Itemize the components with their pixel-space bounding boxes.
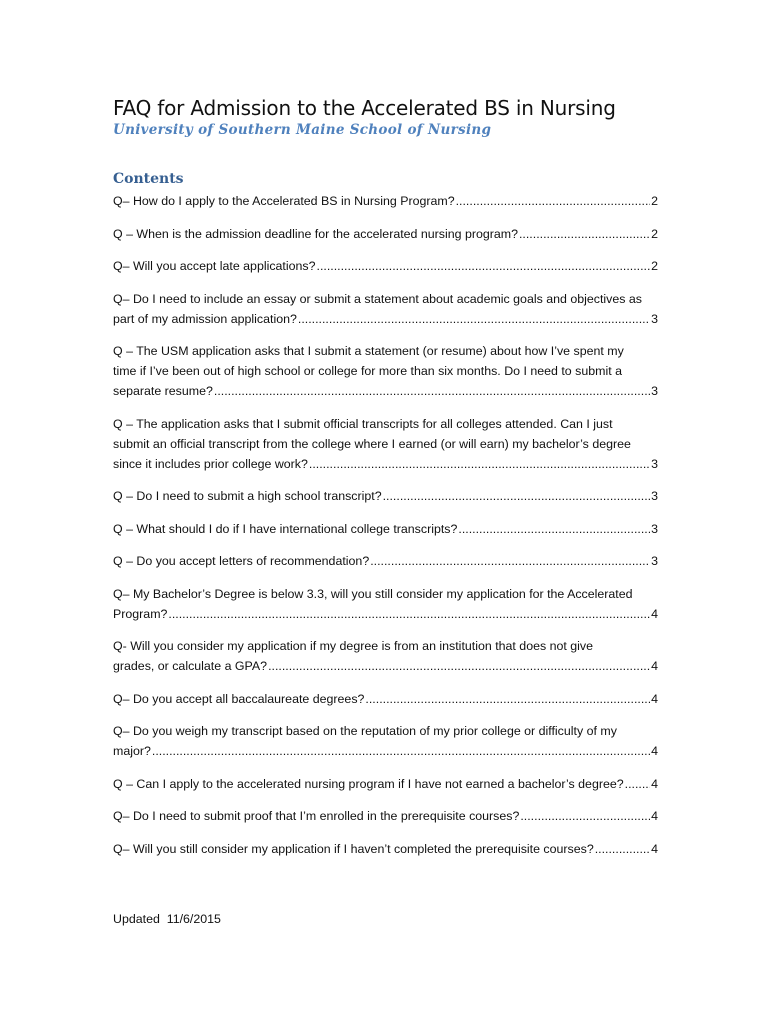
contents-heading: Contents xyxy=(113,171,184,187)
toc-entry[interactable] xyxy=(113,551,658,571)
toc-entry[interactable] xyxy=(113,519,658,539)
toc-leader-dots xyxy=(298,309,650,329)
toc-leader-dots xyxy=(519,224,650,244)
toc-entry-text: since it includes prior college work? xyxy=(113,456,308,471)
toc-entry-text: Q– Will you still consider my application if I haven’t completed the prerequisite courses? xyxy=(113,841,594,856)
toc-leader-dots xyxy=(152,741,650,761)
toc-entry-text: Q – When is the admission deadline for the accelerated nursing program? xyxy=(113,226,518,241)
toc-entry-text: Q– Do I need to submit proof that I’m enrolled in the prerequisite courses? xyxy=(113,809,520,823)
toc-leader-dots xyxy=(268,656,650,676)
toc-entry-text: time if I’ve been out of high school or college for more than six months. Do I need to submit a xyxy=(113,364,622,378)
toc-leader-dots xyxy=(365,689,650,709)
toc-page-number: 3 xyxy=(651,456,658,471)
toc-page-number: 4 xyxy=(651,809,658,823)
toc-leader-dots xyxy=(309,454,650,474)
toc-entry[interactable] xyxy=(113,341,658,401)
toc-leader-dots xyxy=(317,256,651,276)
toc-page-number: 4 xyxy=(651,606,658,621)
toc-page-number: 4 xyxy=(651,744,658,758)
toc-page-number: 2 xyxy=(651,226,658,241)
toc-page-number: 4 xyxy=(651,659,658,673)
toc-entry[interactable] xyxy=(113,689,658,709)
toc-page-number: 3 xyxy=(651,554,658,568)
toc-entry-text: Q – The USM application asks that I submit a statement (or resume) about how I’ve spent my xyxy=(113,344,624,358)
toc-entry-text: Q– Do you weigh my transcript based on the reputation of my prior college or difficulty of my xyxy=(113,724,617,738)
toc-leader-dots xyxy=(383,486,650,506)
toc-entry[interactable] xyxy=(113,256,658,276)
toc-entry[interactable] xyxy=(113,636,658,676)
page-subtitle: University of Southern Maine School of Nursing xyxy=(113,122,492,138)
toc-leader-dots xyxy=(456,191,650,211)
toc-entry-text: Q– Do I need to include an essay or submit a statement about academic goals and objectives as xyxy=(113,291,642,306)
toc-entry-text: submit an official transcript from the college where I earned (or will earn) my bachelor’s degree xyxy=(113,436,631,451)
toc-leader-dots xyxy=(458,519,650,539)
toc-entry[interactable] xyxy=(113,806,658,826)
toc-entry-text: major? xyxy=(113,744,151,758)
toc-leader-dots xyxy=(520,806,650,826)
toc-page-number: 3 xyxy=(651,521,658,536)
toc-entry-text: part of my admission application? xyxy=(113,311,297,326)
toc-entry[interactable] xyxy=(113,721,658,761)
toc-page-number: 3 xyxy=(651,489,658,503)
toc-entry-text: Q – Can I apply to the accelerated nursing program if I have not earned a bachelor’s degree? xyxy=(113,776,624,791)
toc-leader-dots xyxy=(595,839,650,859)
toc-entry-text: Q – Do I need to submit a high school transcript? xyxy=(113,489,382,503)
toc-entry-text: Q– My Bachelor’s Degree is below 3.3, will you still consider my application for the Accelerated xyxy=(113,586,633,601)
table-of-contents xyxy=(113,191,658,871)
toc-leader-dots xyxy=(168,604,650,624)
toc-entry-text: Q- Will you consider my application if my degree is from an institution that does not give xyxy=(113,639,594,653)
toc-entry-text: Q – What should I do if I have international college transcripts? xyxy=(113,521,458,536)
toc-entry[interactable] xyxy=(113,774,658,794)
toc-entry-text: Q– Do you accept all baccalaureate degrees? xyxy=(113,691,365,706)
toc-leader-dots xyxy=(370,551,650,571)
toc-leader-dots xyxy=(625,774,650,794)
toc-entry-text: separate resume? xyxy=(113,384,213,398)
toc-leader-dots xyxy=(214,381,650,401)
toc-entry-text: Program? xyxy=(113,606,168,621)
toc-entry-text: Q – The application asks that I submit official transcripts for all colleges attended. Can I just xyxy=(113,416,613,431)
page-title: FAQ for Admission to the Accelerated BS in Nursing xyxy=(113,96,616,120)
toc-entry[interactable] xyxy=(113,224,658,244)
toc-entry-text: Q– Will you accept late applications? xyxy=(113,259,316,273)
toc-entry[interactable] xyxy=(113,839,658,859)
toc-page-number: 4 xyxy=(651,841,658,856)
toc-entry-text: Q – Do you accept letters of recommendation? xyxy=(113,554,370,568)
toc-page-number: 4 xyxy=(651,776,658,791)
toc-entry[interactable] xyxy=(113,191,658,211)
updated-date: Updated 11/6/2015 xyxy=(113,912,221,926)
toc-page-number: 2 xyxy=(651,259,658,273)
toc-page-number: 4 xyxy=(651,691,658,706)
toc-entry[interactable] xyxy=(113,486,658,506)
toc-entry[interactable] xyxy=(113,584,658,624)
toc-entry[interactable] xyxy=(113,289,658,329)
toc-entry-text: grades, or calculate a GPA? xyxy=(113,659,268,673)
toc-page-number: 2 xyxy=(651,194,658,208)
toc-entry-text: Q– How do I apply to the Accelerated BS in Nursing Program? xyxy=(113,194,455,208)
toc-page-number: 3 xyxy=(651,384,658,398)
toc-page-number: 3 xyxy=(651,311,658,326)
toc-entry[interactable] xyxy=(113,414,658,474)
